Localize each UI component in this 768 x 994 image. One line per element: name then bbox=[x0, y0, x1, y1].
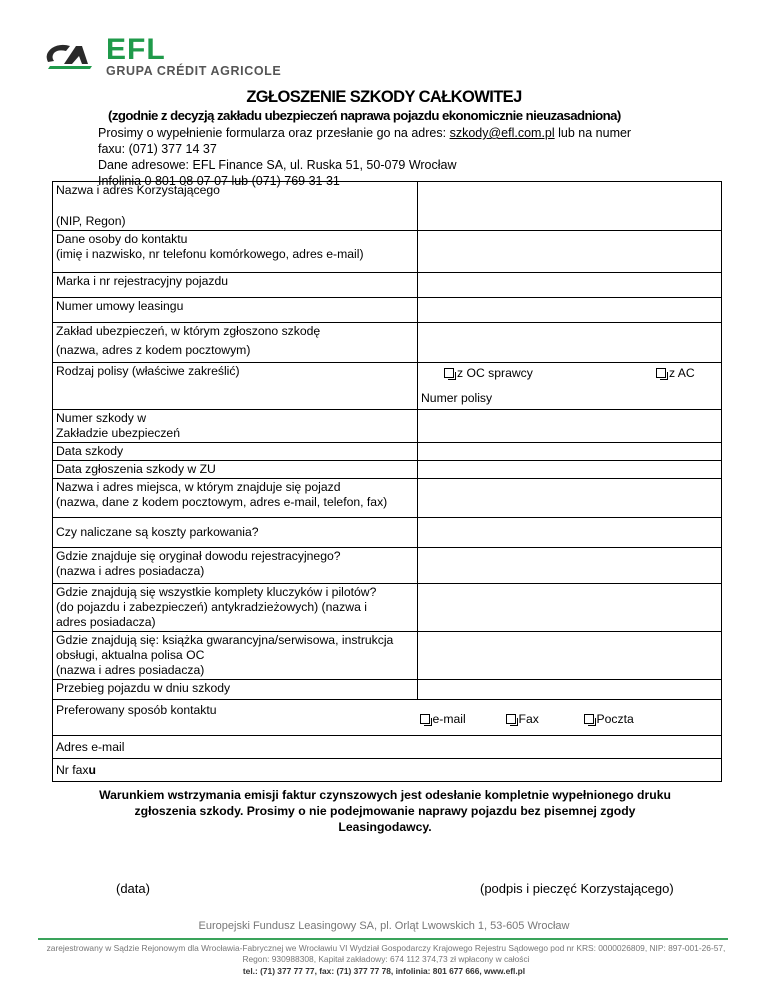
field-report-date[interactable] bbox=[418, 461, 722, 479]
label-report-date: Data zgłoszenia szkody w ZU bbox=[53, 461, 418, 479]
option-oc[interactable]: z OC sprawcy bbox=[444, 366, 533, 381]
hotline: Infolinia 0 801 08 07 07 lub (071) 769 31 31 bbox=[98, 174, 340, 188]
checkbox-ac-icon[interactable] bbox=[656, 368, 666, 378]
label-preferred-contact: Preferowany sposób kontaktu bbox=[53, 700, 418, 736]
label-insurer: Zakład ubezpieczeń, w którym zgłoszono szkodę (nazwa, adres z kodem pocztowym) bbox=[53, 323, 418, 363]
field-mileage[interactable] bbox=[418, 680, 722, 700]
field-keys[interactable] bbox=[418, 584, 722, 632]
label-keys: Gdzie znajdują się wszystkie komplety kluczyków i pilotów? (do pojazdu i zabezpieczeń) antykradzieżowych) (nazwa i adres posiadacza) bbox=[53, 584, 418, 632]
instruction-text: Prosimy o wypełnienie formularza oraz przesłanie go na adres: bbox=[98, 126, 450, 140]
checkbox-email-icon[interactable] bbox=[420, 714, 430, 724]
logo-efl-text: EFL bbox=[106, 33, 166, 66]
label-contact-person: Dane osoby do kontaktu (imię i nazwisko, nr telefonu komórkowego, adres e-mail) bbox=[53, 231, 418, 273]
checkbox-oc-icon[interactable] bbox=[444, 368, 454, 378]
label-email-address: Adres e-mail bbox=[56, 739, 125, 754]
field-documents[interactable] bbox=[418, 632, 722, 680]
footer-divider bbox=[38, 938, 728, 940]
label-policy-type: Rodzaj polisy (właściwe zakreślić) bbox=[53, 363, 418, 410]
field-insurer[interactable] bbox=[418, 323, 722, 363]
label-fax-number: Nr faxu bbox=[56, 762, 96, 777]
instruction-text-tail: lub na numer bbox=[554, 126, 632, 140]
email-link[interactable]: szkody@efl.com.pl bbox=[449, 126, 555, 140]
label-parking-costs: Czy naliczane są koszty parkowania? bbox=[53, 518, 418, 548]
field-parking-costs[interactable] bbox=[418, 518, 722, 548]
label-registration-doc: Gdzie znajduje się oryginał dowodu rejestracyjnego? (nazwa i adres posiadacza) bbox=[53, 548, 418, 584]
field-preferred-contact bbox=[418, 700, 722, 736]
address-data: Dane adresowe: EFL Finance SA, ul. Ruska 51, 50-079 Wrocław bbox=[98, 158, 457, 172]
signature-date: (data) bbox=[116, 881, 150, 896]
footer-registration: zarejestrowany w Sądzie Rejonowym dla Wrocławia-Fabrycznej we Wrocławiu VI Wydział Gospodarczy Krajowego Rejestru Sądowego pod nr KRS: 0000026809, NIP: 897-001-26-57, Regon: 930988308, Kapitał zakładowy: 674 112 374,73 zł wpłacony w całości bbox=[46, 943, 726, 964]
logo-group-text: GRUPA CRÉDIT AGRICOLE bbox=[106, 64, 282, 78]
label-lessee-name: Nazwa i adres Korzystającego (NIP, Regon) bbox=[53, 182, 418, 231]
field-registration-doc[interactable] bbox=[418, 548, 722, 584]
notice-text: Warunkiem wstrzymania emisji faktur czynszowych jest odesłanie kompletnie wypełnionego druku zgłoszenia szkody. Prosimy o nie podejmowanie naprawy pojazdu bez pisemnej zgody Leasingodawcy. bbox=[99, 788, 671, 834]
option-email[interactable]: e-mail bbox=[420, 712, 466, 727]
field-fax-number[interactable] bbox=[53, 759, 722, 782]
field-lessee-name[interactable] bbox=[418, 182, 722, 231]
checkbox-fax-icon[interactable] bbox=[506, 714, 516, 724]
label-documents: Gdzie znajdują się: książka gwarancyjna/serwisowa, instrukcja obsługi, aktualna polisa OC (nazwa i adres posiadacza) bbox=[53, 632, 418, 680]
fax-number: faxu: (071) 377 14 37 bbox=[98, 142, 217, 156]
form-subtitle: (zgodnie z decyzją zakładu ubezpieczeń naprawa pojazdu ekonomicznie nieuzasadniona) bbox=[108, 108, 621, 123]
field-email-address[interactable] bbox=[53, 736, 722, 759]
label-lease-number: Numer umowy leasingu bbox=[53, 298, 418, 323]
footer-address: Europejski Fundusz Leasingowy SA, pl. Orląt Lwowskich 1, 53-605 Wrocław bbox=[198, 920, 570, 932]
option-ac[interactable]: z AC bbox=[656, 366, 695, 381]
credit-agricole-logo-icon bbox=[42, 40, 98, 70]
field-damage-date[interactable] bbox=[418, 443, 722, 461]
footer-contact: tel.: (71) 377 77 77, fax: (71) 377 77 78, infolinia: 801 677 666, www.efl.pl bbox=[242, 966, 526, 976]
signature-stamp: (podpis i pieczęć Korzystającego) bbox=[480, 881, 674, 896]
field-vehicle-location[interactable] bbox=[418, 479, 722, 518]
field-policy-type bbox=[418, 363, 722, 410]
field-contact-person[interactable] bbox=[418, 231, 722, 273]
form-title: ZGŁOSZENIE SZKODY CAŁKOWITEJ bbox=[246, 88, 522, 106]
field-vehicle[interactable] bbox=[418, 273, 722, 298]
label-policy-number: Numer polisy bbox=[421, 391, 493, 405]
label-claim-number: Numer szkody w Zakładzie ubezpieczeń bbox=[53, 410, 418, 443]
checkbox-post-icon[interactable] bbox=[584, 714, 594, 724]
field-claim-number[interactable] bbox=[418, 410, 722, 443]
label-vehicle: Marka i nr rejestracyjny pojazdu bbox=[53, 273, 418, 298]
label-mileage: Przebieg pojazdu w dniu szkody bbox=[53, 680, 418, 700]
efl-logo bbox=[42, 33, 302, 78]
instructions bbox=[98, 125, 631, 189]
option-post[interactable]: Poczta bbox=[584, 712, 634, 727]
label-damage-date: Data szkody bbox=[53, 443, 418, 461]
label-vehicle-location: Nazwa i adres miejsca, w którym znajduje się pojazd (nazwa, dane z kodem pocztowym, adres e-mail, telefon, fax) bbox=[53, 479, 418, 518]
field-lease-number[interactable] bbox=[418, 298, 722, 323]
claim-form-table bbox=[52, 181, 722, 782]
option-fax[interactable]: Fax bbox=[506, 712, 539, 727]
